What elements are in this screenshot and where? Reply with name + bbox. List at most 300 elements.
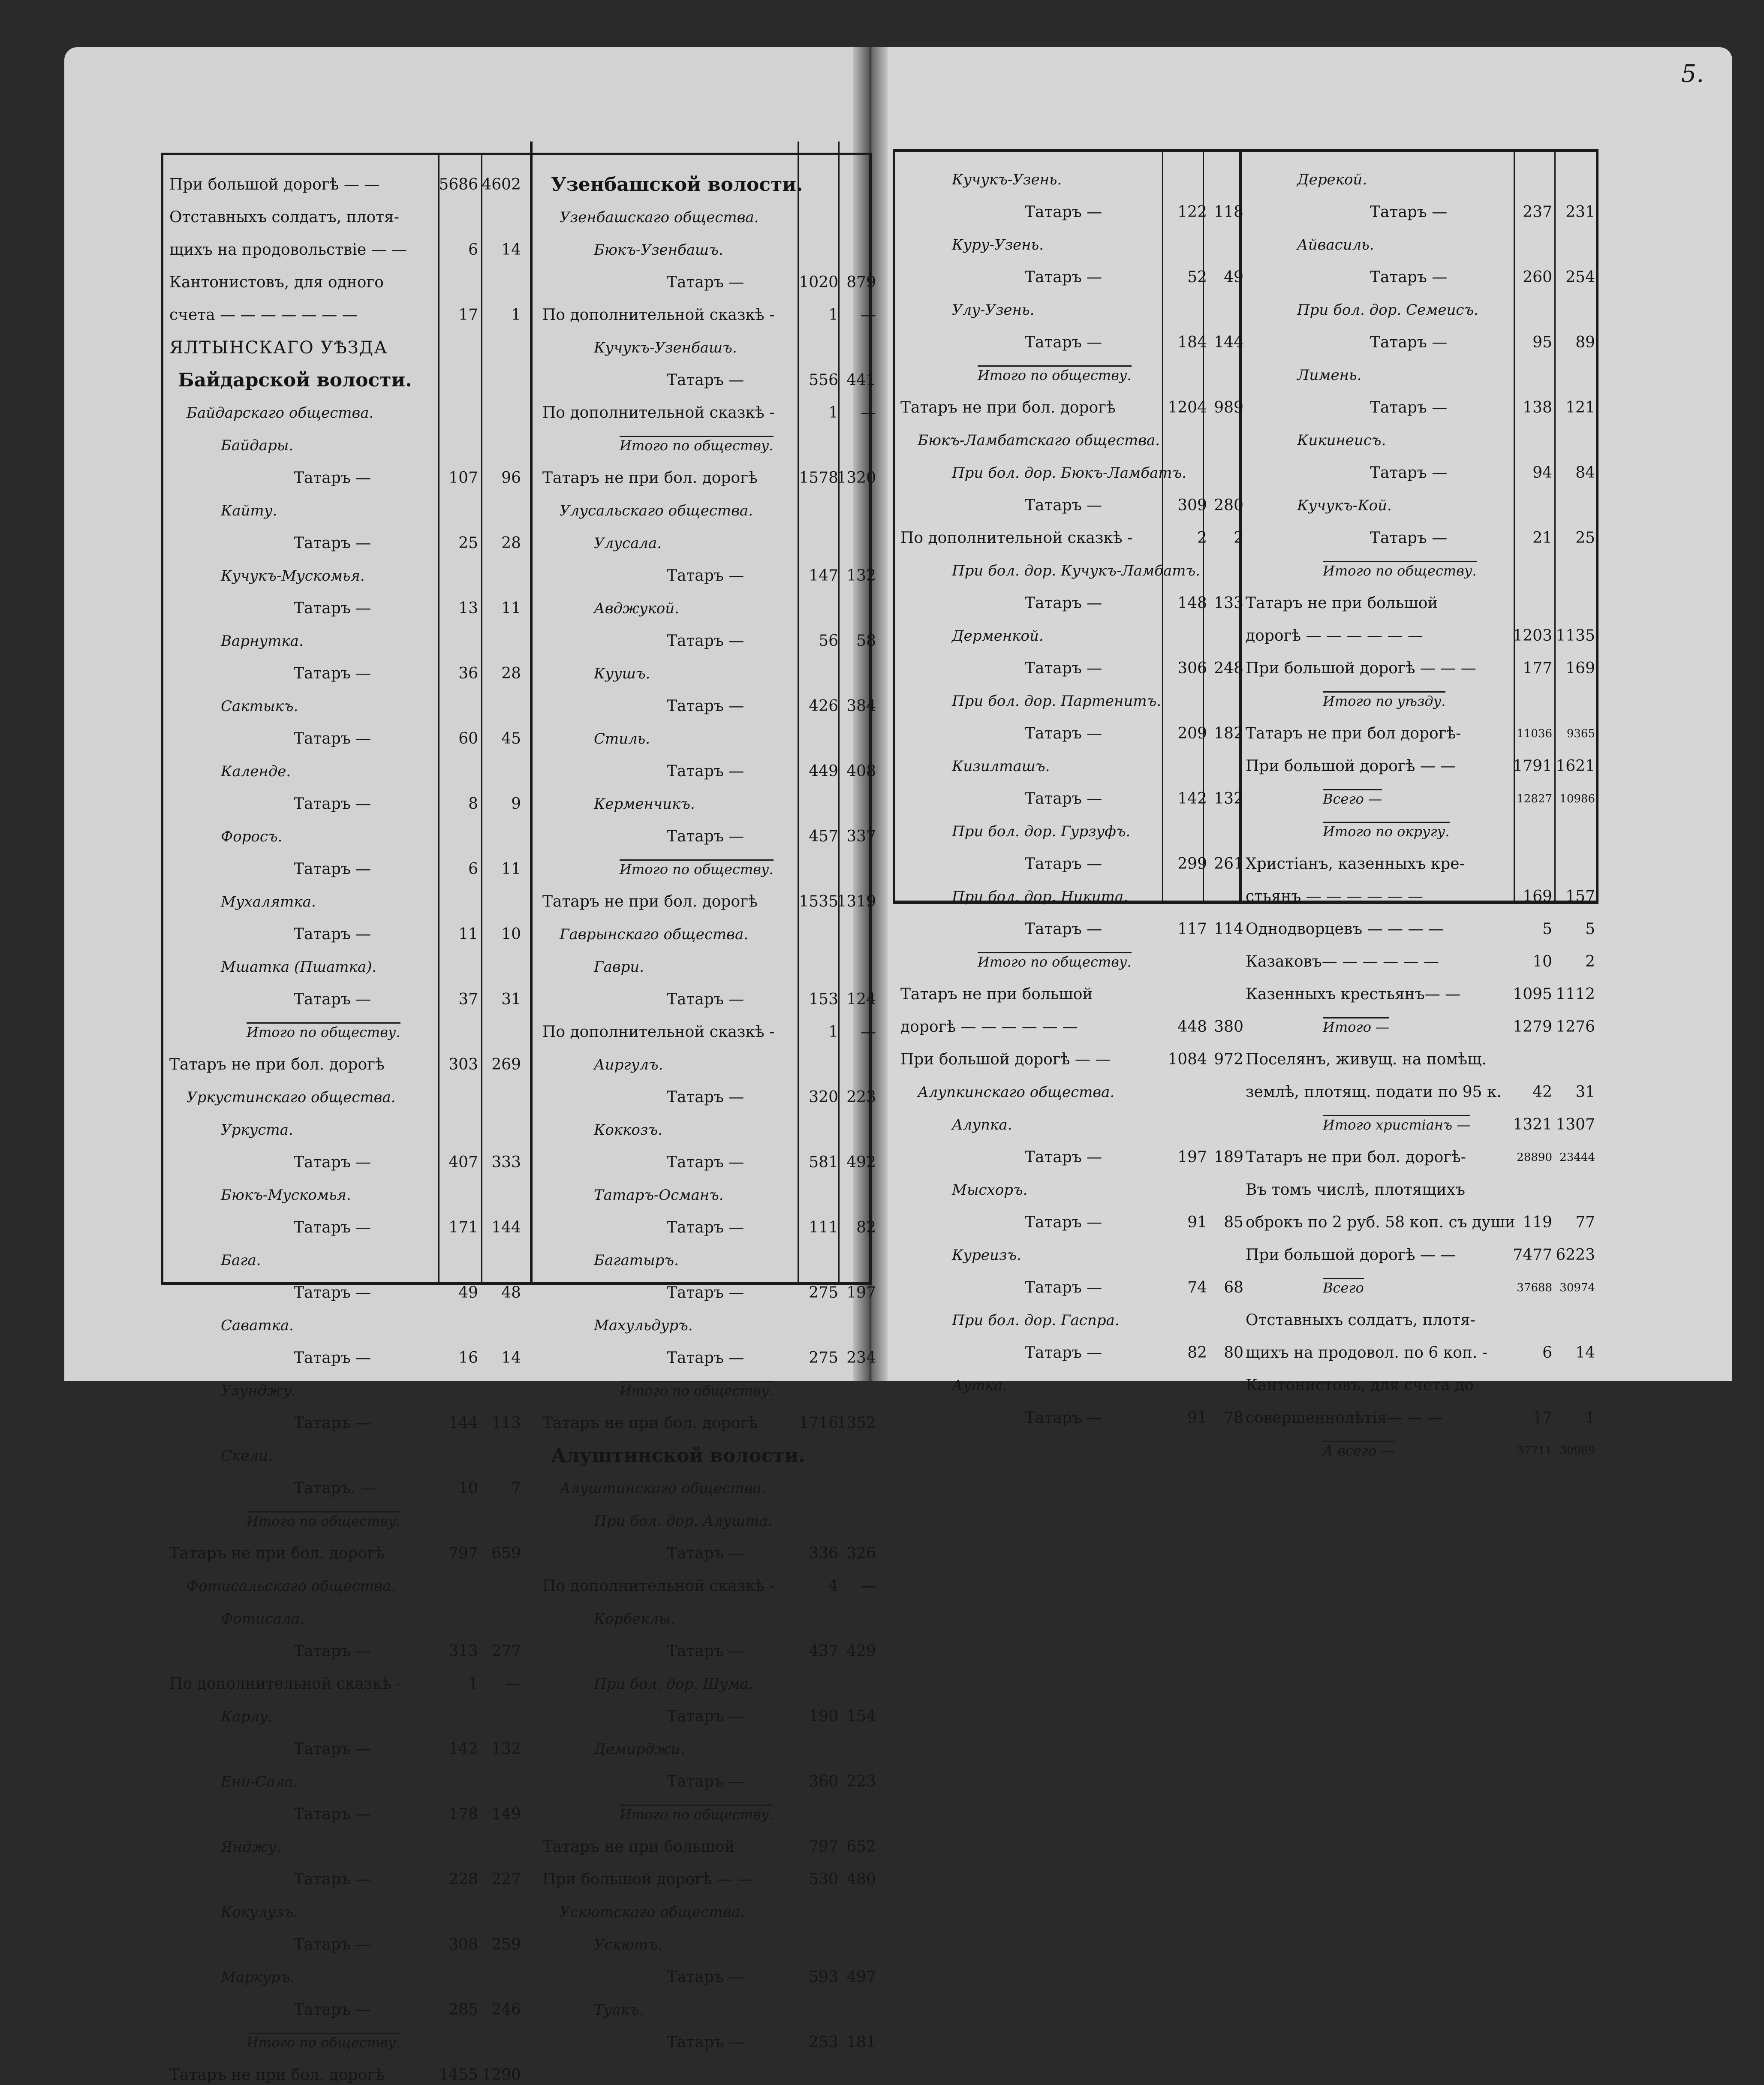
- value-male: 209: [1177, 725, 1207, 742]
- row-label: Татаръ —: [667, 1219, 744, 1236]
- itogo-row: [169, 1498, 527, 1531]
- name-row: [542, 521, 877, 553]
- value-female: 84: [1575, 464, 1595, 482]
- row-label: Татаръ-Османъ.: [594, 1187, 724, 1204]
- value-female: 1320: [837, 469, 876, 487]
- row-label: Татаръ —: [294, 925, 371, 943]
- table-row: [169, 2052, 527, 2085]
- table-row: [1246, 1037, 1597, 1070]
- row-label: Айвасиль.: [1297, 236, 1374, 253]
- value-male: 7477: [1513, 1246, 1552, 1264]
- name-row: [542, 325, 877, 358]
- table-row: [169, 1401, 527, 1433]
- name-row: [1246, 483, 1597, 515]
- itogo-row: [1246, 776, 1597, 809]
- row-label: Татаръ —: [667, 1545, 744, 1562]
- table-row: [169, 847, 527, 879]
- table-row: [169, 1042, 527, 1075]
- itogo-row: [1246, 1004, 1597, 1037]
- value-female: 11: [501, 860, 521, 878]
- row-label: Бюкъ-Мускомья.: [221, 1187, 351, 1204]
- row-label: Стиль.: [594, 730, 650, 747]
- row-label: Куушъ.: [594, 665, 650, 682]
- value-female: 1621: [1556, 757, 1595, 775]
- row-label: Татаръ —: [294, 1284, 371, 1302]
- value-female: 154: [846, 1708, 876, 1725]
- row-label: Татаръ —: [667, 697, 744, 715]
- value-female: 972: [1214, 1051, 1243, 1068]
- row-label: При бол. дор. Шума.: [594, 1675, 753, 1693]
- row-label: Алупка.: [952, 1116, 1012, 1133]
- value-female: 149: [491, 1805, 521, 1823]
- table-row: [1246, 972, 1597, 1004]
- row-label: Алуштинской волости.: [551, 1445, 805, 1467]
- table-row: [900, 1004, 1243, 1037]
- name-row: [169, 684, 527, 716]
- row-label: При большой дорогѣ — —: [169, 176, 380, 193]
- row-label: Татаръ —: [294, 1349, 371, 1367]
- itogo-row: [1246, 809, 1597, 841]
- value-male: 138: [1523, 399, 1552, 416]
- value-female: —: [861, 1023, 876, 1041]
- row-label: При бол. дор. Партенитъ.: [952, 693, 1162, 710]
- row-label: Фотисала.: [221, 1610, 304, 1627]
- row-label: Итого по обществу.: [620, 1381, 774, 1399]
- itogo-row: [1246, 1428, 1597, 1461]
- row-label: Узенбашской волости.: [551, 174, 803, 196]
- value-female: 30974: [1559, 1281, 1595, 1294]
- value-male: 253: [809, 2034, 838, 2051]
- row-label: Татаръ —: [667, 1968, 744, 1986]
- value-male: 178: [449, 1805, 478, 1823]
- value-male: 1020: [799, 274, 838, 291]
- row-label: Татаръ —: [667, 274, 744, 291]
- name-row: [542, 1303, 877, 1335]
- value-female: 254: [1565, 268, 1595, 286]
- table-row: [542, 1824, 877, 1857]
- row-label: Татаръ —: [667, 828, 744, 845]
- value-male: 144: [449, 1414, 478, 1432]
- value-male: 91: [1187, 1409, 1207, 1427]
- row-label: Татаръ —: [294, 1805, 371, 1823]
- column-1: [169, 162, 527, 2085]
- table-row: [542, 1629, 877, 1661]
- row-label: Итого по обществу.: [620, 1805, 774, 1823]
- value-female: 181: [846, 2034, 876, 2051]
- row-label: Янджу.: [221, 1838, 281, 1856]
- value-female: 248: [1214, 660, 1243, 677]
- soc-row: [900, 418, 1243, 450]
- value-female: 333: [491, 1154, 521, 1171]
- row-label: Татаръ —: [294, 1642, 371, 1660]
- row-label: Кучукъ-Узенбашъ.: [594, 339, 737, 356]
- row-label: Итого по округу.: [1323, 822, 1450, 840]
- value-female: 182: [1214, 725, 1243, 742]
- row-label: Кучукъ-Мускомья.: [221, 567, 365, 585]
- itogo-row: [542, 423, 877, 455]
- row-label: Татаръ —: [294, 534, 371, 552]
- itogo-row: [1246, 678, 1597, 711]
- row-label: Кайту.: [221, 502, 277, 519]
- value-male: 37711: [1517, 1444, 1552, 1457]
- row-label: Татаръ —: [294, 1414, 371, 1432]
- row-label: Алупкинскаго общества.: [918, 1084, 1115, 1101]
- row-label: Узенбашскаго общества.: [560, 209, 759, 226]
- value-male: 8: [468, 795, 478, 813]
- value-female: 49: [1224, 268, 1243, 286]
- value-male: 171: [449, 1219, 478, 1236]
- value-male: 260: [1523, 268, 1552, 286]
- table-row: [169, 912, 527, 944]
- value-female: 132: [1214, 790, 1243, 807]
- value-male: 21: [1532, 529, 1552, 547]
- row-label: При большой дорогѣ — —: [900, 1051, 1111, 1068]
- table-row: [1246, 1298, 1597, 1330]
- row-label: Казаковъ— — — — — —: [1246, 953, 1439, 970]
- value-male: 169: [1523, 888, 1552, 905]
- value-male: 1716: [799, 1414, 838, 1432]
- row-label: По дополнительной сказкѣ -: [542, 1577, 775, 1595]
- value-male: 1: [468, 1675, 478, 1693]
- name-row: [542, 1596, 877, 1629]
- table-row: [1246, 1200, 1597, 1232]
- table-row: [169, 292, 527, 325]
- row-label: Татаръ —: [667, 762, 744, 780]
- value-female: 78: [1224, 1409, 1243, 1427]
- value-female: 429: [846, 1642, 876, 1660]
- value-male: 6: [468, 241, 478, 259]
- row-label: Татаръ не при бол. дорогѣ: [542, 469, 758, 487]
- value-male: 107: [449, 469, 478, 487]
- name-row: [542, 1726, 877, 1759]
- value-female: 227: [491, 1871, 521, 1888]
- row-label: При бол. дор. Семеисъ.: [1297, 301, 1478, 319]
- row-label: Татаръ не при большой: [900, 985, 1093, 1003]
- name-row: [900, 678, 1243, 711]
- row-label: Татаръ —: [1025, 1409, 1102, 1427]
- value-male: 36: [458, 665, 478, 682]
- value-male: 303: [449, 1056, 478, 1073]
- value-female: 133: [1214, 594, 1243, 612]
- table-row: [900, 776, 1243, 809]
- table-row: [169, 195, 527, 227]
- value-female: 132: [491, 1740, 521, 1758]
- value-female: 1307: [1556, 1116, 1595, 1133]
- row-label: Отставныхъ солдатъ, плотя-: [169, 208, 399, 226]
- row-label: Итого по обществу.: [247, 2033, 400, 2051]
- value-female: 223: [846, 1773, 876, 1790]
- itogo-row: [1246, 1265, 1597, 1298]
- row-label: При бол. дор. Кучукъ-Ламбатъ.: [952, 562, 1200, 579]
- value-female: 96: [501, 469, 521, 487]
- value-male: 407: [449, 1154, 478, 1171]
- table-row: [1246, 1395, 1597, 1428]
- row-label: Всего: [1323, 1278, 1364, 1296]
- value-female: 4602: [482, 176, 521, 193]
- name-row: [169, 553, 527, 586]
- column-2: [542, 162, 877, 2052]
- row-label: По дополнительной сказкѣ -: [900, 529, 1133, 547]
- value-female: 9365: [1566, 727, 1595, 740]
- row-label: Мысхоръ.: [952, 1181, 1028, 1199]
- name-row: [542, 1922, 877, 1955]
- value-male: 142: [1177, 790, 1207, 807]
- itogo-row: [900, 939, 1243, 972]
- table-row: [1246, 613, 1597, 646]
- name-row: [900, 548, 1243, 581]
- row-label: По дополнительной сказкѣ -: [542, 1023, 775, 1041]
- value-female: 80: [1224, 1344, 1243, 1362]
- row-label: При бол. дор. Никита.: [952, 888, 1129, 905]
- value-male: 1578: [799, 469, 838, 487]
- row-label: Татаръ —: [294, 600, 371, 617]
- value-female: 497: [846, 1968, 876, 1986]
- value-female: 1135: [1556, 627, 1595, 645]
- row-label: Дерекой.: [1297, 171, 1367, 188]
- row-label: Татаръ —: [1025, 920, 1102, 938]
- value-male: 556: [809, 371, 838, 389]
- table-row: [542, 1564, 877, 1596]
- table-row: [900, 1330, 1243, 1363]
- row-label: Форосъ.: [221, 828, 283, 845]
- table-row: [1246, 1070, 1597, 1102]
- name-row: [169, 1172, 527, 1205]
- row-label: Кокулузъ.: [221, 1904, 298, 1921]
- name-row: [169, 618, 527, 651]
- value-female: 89: [1575, 334, 1595, 351]
- value-male: 308: [449, 1936, 478, 1953]
- table-row: [169, 1987, 527, 2020]
- row-label: Татаръ —: [294, 665, 371, 682]
- table-row: [169, 1661, 527, 1694]
- value-male: 797: [809, 1838, 838, 1856]
- row-label: Татаръ —: [667, 1708, 744, 1725]
- value-female: 1276: [1556, 1018, 1595, 1036]
- name-row: [169, 814, 527, 847]
- soc-row: [542, 1466, 877, 1498]
- row-label: Махульдуръ.: [594, 1317, 693, 1334]
- row-label: Татаръ —: [667, 371, 744, 389]
- table-row: [1246, 1135, 1597, 1167]
- row-label: Татаръ не при бол. дорогѣ: [169, 1056, 385, 1073]
- soc-row: [542, 912, 877, 944]
- value-male: 177: [1523, 660, 1552, 677]
- value-female: 30989: [1559, 1444, 1595, 1457]
- name-row: [900, 613, 1243, 646]
- value-female: 197: [846, 1284, 876, 1302]
- value-male: 1: [828, 306, 838, 324]
- value-female: 277: [491, 1642, 521, 1660]
- row-label: Авджукой.: [594, 600, 679, 617]
- row-label: Уркуста.: [221, 1121, 293, 1139]
- table-row: [169, 260, 527, 292]
- row-label: Ускютскаго общества.: [560, 1904, 745, 1921]
- value-male: 449: [809, 762, 838, 780]
- value-female: 326: [846, 1545, 876, 1562]
- itogo-row: [1246, 548, 1597, 581]
- value-female: 124: [846, 991, 876, 1008]
- value-male: 275: [809, 1284, 838, 1302]
- value-female: 261: [1214, 855, 1243, 873]
- row-label: Татаръ —: [294, 1219, 371, 1236]
- name-row: [542, 716, 877, 749]
- value-female: 169: [1565, 660, 1595, 677]
- row-label: Татаръ —: [1025, 1279, 1102, 1296]
- row-label: Алуштинскаго общества.: [560, 1480, 766, 1497]
- itogo-row: [542, 1792, 877, 1824]
- row-label: Татаръ —: [1370, 529, 1448, 547]
- name-row: [169, 1824, 527, 1857]
- row-label: Татаръ —: [294, 795, 371, 813]
- value-female: 2: [1234, 529, 1243, 547]
- table-row: [1246, 450, 1597, 483]
- row-label: Итого по обществу.: [978, 952, 1132, 970]
- row-label: Кучукъ-Кой.: [1297, 497, 1392, 514]
- row-label: Узунджу.: [221, 1382, 296, 1399]
- table-row: [1246, 190, 1597, 222]
- table-row: [542, 618, 877, 651]
- row-label: Гаври.: [594, 958, 644, 976]
- table-row: [542, 749, 877, 781]
- name-row: [542, 1498, 877, 1531]
- row-label: Итого по уѣзду.: [1323, 691, 1445, 709]
- value-female: 31: [1575, 1083, 1595, 1101]
- table-row: [1246, 320, 1597, 353]
- value-male: 10: [458, 1479, 478, 1497]
- row-label: Коккозъ.: [594, 1121, 662, 1139]
- value-female: —: [861, 404, 876, 422]
- value-male: 6: [1542, 1344, 1552, 1362]
- table-row: [169, 227, 527, 260]
- value-female: 1290: [482, 2066, 521, 2084]
- row-label: Татаръ —: [1025, 334, 1102, 351]
- name-row: [169, 944, 527, 977]
- table-row: [900, 385, 1243, 418]
- row-label: щихъ на продовольствіе — —: [169, 241, 407, 259]
- value-male: 91: [1187, 1214, 1207, 1231]
- value-male: 122: [1177, 203, 1207, 221]
- row-label: Татаръ —: [667, 1773, 744, 1790]
- value-female: 25: [1575, 529, 1595, 547]
- value-female: 2: [1585, 953, 1595, 970]
- row-label: Ени-Сала.: [221, 1773, 298, 1790]
- row-label: Итого —: [1323, 1017, 1389, 1035]
- value-female: 384: [846, 697, 876, 715]
- table-row: [169, 1531, 527, 1564]
- value-male: 5: [1542, 920, 1552, 938]
- value-female: 10: [501, 925, 521, 943]
- name-row: [169, 1759, 527, 1792]
- row-label: совершеннолѣтія— — —: [1246, 1409, 1443, 1427]
- name-row: [542, 586, 877, 618]
- value-male: 1204: [1168, 399, 1207, 416]
- name-row: [169, 1889, 527, 1922]
- row-label: Татаръ —: [1025, 594, 1102, 612]
- row-label: Отставныхъ солдатъ, плотя-: [1246, 1311, 1475, 1329]
- row-label: Итого по обществу.: [620, 859, 774, 877]
- value-male: 457: [809, 828, 838, 845]
- table-row: [900, 190, 1243, 222]
- table-row: [1246, 841, 1597, 874]
- row-label: оброкъ по 2 руб. 58 коп. съ души: [1246, 1214, 1515, 1231]
- name-row: [900, 1363, 1243, 1395]
- table-row: [169, 1922, 527, 1955]
- value-female: 231: [1565, 203, 1595, 221]
- value-female: —: [861, 306, 876, 324]
- value-male: 197: [1177, 1148, 1207, 1166]
- row-label: Бага.: [221, 1252, 261, 1269]
- row-label: Татаръ —: [1025, 725, 1102, 742]
- value-male: 147: [809, 567, 838, 585]
- table-row: [900, 972, 1243, 1004]
- value-male: 119: [1523, 1214, 1552, 1231]
- value-female: 118: [1214, 203, 1243, 221]
- row-label: Татаръ —: [667, 567, 744, 585]
- vol-row: [169, 358, 527, 390]
- value-female: 480: [846, 1871, 876, 1888]
- value-female: 23444: [1559, 1151, 1595, 1164]
- name-row: [900, 157, 1243, 190]
- name-row: [1246, 157, 1597, 190]
- table-row: [169, 1335, 527, 1368]
- name-row: [1246, 222, 1597, 255]
- value-male: 60: [458, 730, 478, 747]
- row-label: Календе.: [221, 763, 291, 780]
- row-label: Поселянъ, живущ. на помѣщ.: [1246, 1051, 1487, 1068]
- row-label: дорогѣ — — — — — —: [900, 1018, 1078, 1036]
- row-label: Маркуръ.: [221, 1969, 295, 1986]
- table-row: [169, 1466, 527, 1498]
- value-male: 153: [809, 991, 838, 1008]
- value-male: 1455: [439, 2066, 478, 2084]
- value-male: 190: [809, 1708, 838, 1725]
- table-row: [1246, 711, 1597, 744]
- value-male: 1: [828, 1023, 838, 1041]
- row-label: При большой дорогѣ — — —: [1246, 660, 1476, 677]
- value-female: —: [506, 1675, 521, 1693]
- value-female: 259: [491, 1936, 521, 1953]
- row-label: Татаръ не при большой: [1246, 594, 1438, 612]
- value-female: 58: [856, 632, 876, 650]
- row-label: Казенныхъ крестьянъ— —: [1246, 985, 1461, 1003]
- row-label: Итого по обществу.: [247, 1022, 400, 1040]
- row-label: А всего —: [1323, 1441, 1395, 1459]
- value-female: 280: [1214, 497, 1243, 514]
- row-label: Байдарской волости.: [178, 369, 412, 391]
- row-label: Аиргулъ.: [594, 1056, 663, 1073]
- value-female: 223: [846, 1088, 876, 1106]
- soc-row: [542, 195, 877, 227]
- value-male: 37: [458, 991, 478, 1008]
- value-male: 5686: [439, 176, 478, 193]
- row-label: землѣ, плотящ. подати по 95 к.: [1246, 1083, 1502, 1101]
- row-label: Татаръ —: [294, 1154, 371, 1171]
- value-male: 12827: [1517, 792, 1552, 805]
- name-row: [900, 222, 1243, 255]
- row-label: Кикинеисъ.: [1297, 432, 1386, 449]
- table-row: [169, 1629, 527, 1661]
- value-female: 45: [501, 730, 521, 747]
- row-label: Татаръ —: [667, 1349, 744, 1367]
- value-male: 52: [1187, 268, 1207, 286]
- name-row: [542, 1172, 877, 1205]
- value-female: 337: [846, 828, 876, 845]
- value-male: 313: [449, 1642, 478, 1660]
- value-male: 16: [458, 1349, 478, 1367]
- value-female: 7: [511, 1479, 521, 1497]
- row-label: Татаръ —: [667, 632, 744, 650]
- column-4: [1246, 157, 1597, 1461]
